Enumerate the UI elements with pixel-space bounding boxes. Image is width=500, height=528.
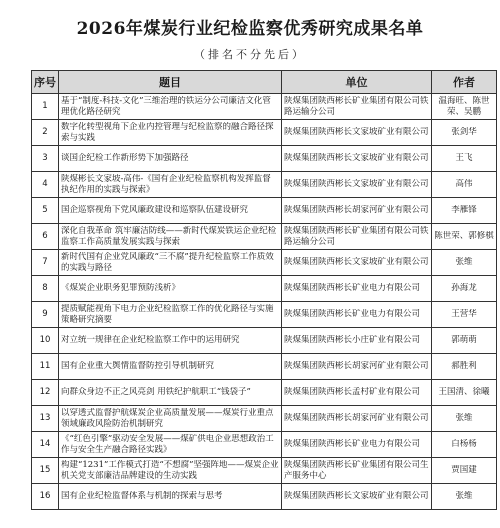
row-unit-text: 陕煤集团陕西彬长矿业集团有限公司生产服务中心 — [284, 459, 429, 481]
row-unit — [282, 172, 432, 198]
row-author — [432, 224, 497, 250]
row-number — [32, 198, 59, 224]
row-number — [32, 172, 59, 198]
row-author — [432, 276, 497, 302]
table-row — [32, 172, 497, 198]
row-number-text: 15 — [39, 465, 51, 475]
row-author-text: 张维 — [455, 491, 473, 501]
row-number — [32, 458, 59, 484]
row-title-text: 谈国企纪检工作新形势下加强路径 — [61, 153, 189, 163]
row-unit — [282, 484, 432, 510]
row-author-text: 郭萌萌 — [451, 335, 477, 345]
row-title-text: 数字化转型视角下企业内控管理与纪检监察的融合路径探索与实践 — [61, 121, 274, 143]
row-unit — [282, 94, 432, 120]
row-unit-text: 陕煤集团陕西彬长矿业电力有限公司 — [284, 309, 421, 319]
table-row — [32, 458, 497, 484]
row-unit-text: 陕煤集团陕西彬长文家坡矿业有限公司 — [284, 491, 429, 501]
row-number-text: 8 — [42, 283, 48, 293]
table-row — [32, 120, 497, 146]
row-unit — [282, 328, 432, 354]
row-author — [432, 328, 497, 354]
table-row — [32, 406, 497, 432]
row-title — [59, 94, 282, 120]
row-author-text: 郝胜利 — [451, 361, 477, 371]
row-number-text: 6 — [42, 231, 48, 241]
row-title-text: 基于“制度-科技-文化”三维治理的铁运分公司廉洁文化管理优化路径研究 — [61, 95, 271, 117]
row-author-text: 张维 — [455, 413, 473, 423]
row-unit — [282, 432, 432, 458]
row-unit-text: 陕煤集团陕西彬长矿业集团有限公司铁路运输分公司 — [284, 225, 429, 247]
table-row — [32, 250, 497, 276]
table-row — [32, 380, 497, 406]
row-unit-text: 陕煤集团陕西彬长文家坡矿业有限公司 — [284, 257, 429, 267]
row-author — [432, 198, 497, 224]
row-author — [432, 458, 497, 484]
row-unit — [282, 406, 432, 432]
row-title-text: 以穿透式监督护航煤炭企业高质量发展——煤炭行业重点领域廉政风险防治机制研究 — [61, 407, 274, 429]
row-title — [59, 354, 282, 380]
row-number — [32, 328, 59, 354]
row-title — [59, 302, 282, 328]
row-number-text: 2 — [42, 127, 48, 137]
row-number — [32, 224, 59, 250]
row-author — [432, 120, 497, 146]
row-title — [59, 432, 282, 458]
row-title — [59, 276, 282, 302]
header-author: 作者 — [432, 71, 497, 94]
table-row — [32, 432, 497, 458]
row-number-text: 1 — [42, 101, 48, 111]
row-number-text: 13 — [39, 413, 51, 423]
row-title-text: 陕煤彬长文家坡-高伟-《国有企业纪检监察机构发挥监督执纪作用的实践与探索》 — [61, 173, 271, 195]
row-title — [59, 250, 282, 276]
row-number — [32, 302, 59, 328]
row-author — [432, 406, 497, 432]
table-row — [32, 224, 497, 250]
row-unit-text: 陕煤集团陕西彬长胡家河矿业有限公司 — [284, 361, 429, 371]
row-unit — [282, 120, 432, 146]
row-author — [432, 354, 497, 380]
row-unit-text: 陕煤集团陕西彬长小庄矿业有限公司 — [284, 335, 421, 345]
row-number-text: 16 — [39, 491, 51, 501]
table-row — [32, 94, 497, 120]
row-author-text: 王飞 — [455, 153, 473, 163]
row-number — [32, 276, 59, 302]
row-author-text: 温海旺、陈世荣、吴鹏 — [438, 95, 490, 117]
row-title-text: 国企巡察视角下党风廉政建设和巡察队伍建设研究 — [61, 205, 249, 215]
row-unit — [282, 380, 432, 406]
row-unit-text: 陕煤集团陕西彬长孟村矿业有限公司 — [284, 387, 421, 397]
row-author-text: 白杨杨 — [451, 439, 477, 449]
document-title: 2026年煤炭行业纪检监察优秀研究成果名单 — [76, 19, 424, 39]
row-author — [432, 432, 497, 458]
row-title — [59, 328, 282, 354]
row-title — [59, 198, 282, 224]
row-author-text: 王国清、徐曦 — [438, 387, 490, 397]
row-author — [432, 172, 497, 198]
row-title — [59, 484, 282, 510]
row-author-text: 李雁锋 — [451, 205, 477, 215]
row-title — [59, 406, 282, 432]
row-number — [32, 406, 59, 432]
row-title-text: 对立统一规律在企业纪检监察工作中的运用研究 — [61, 335, 240, 345]
row-unit — [282, 250, 432, 276]
table-row — [32, 302, 497, 328]
row-number-text: 5 — [42, 205, 48, 215]
row-title-text: 国有企业纪检监督体系与机制的探索与思考 — [61, 491, 223, 501]
row-number-text: 10 — [39, 335, 51, 345]
table-row — [32, 354, 497, 380]
row-number-text: 9 — [42, 309, 48, 319]
row-author — [432, 250, 497, 276]
row-number — [32, 432, 59, 458]
row-unit-text: 陕煤集团陕西彬长文家坡矿业有限公司 — [284, 179, 429, 189]
row-unit-text: 陕煤集团陕西彬长胡家河矿业有限公司 — [284, 413, 429, 423]
row-unit-text: 陕煤集团陕西彬长矿业集团有限公司铁路运输分公司 — [284, 95, 429, 117]
row-unit-text: 陕煤集团陕西彬长矿业电力有限公司 — [284, 283, 421, 293]
row-author — [432, 94, 497, 120]
row-author-text: 张维 — [455, 257, 473, 267]
row-title — [59, 224, 282, 250]
row-unit — [282, 276, 432, 302]
row-number-text: 12 — [39, 387, 51, 397]
row-number — [32, 484, 59, 510]
row-number-text: 11 — [39, 361, 51, 371]
row-title — [59, 146, 282, 172]
row-number — [32, 354, 59, 380]
row-unit — [282, 458, 432, 484]
row-author-text: 陈世荣、郭修棋 — [434, 231, 494, 241]
row-title-text: 国有企业重大舆情监督防控引导机制研究 — [61, 361, 215, 371]
header-unit: 单位 — [282, 71, 432, 94]
row-number-text: 4 — [42, 179, 48, 189]
row-unit — [282, 198, 432, 224]
row-title-text: 深化自我革命 筑牢廉洁防线——新时代煤炭铁运企业纪检监察工作高质量发展实践与探索 — [61, 225, 277, 247]
row-author-text: 张剑华 — [451, 127, 477, 137]
row-author-text: 贾国建 — [451, 465, 477, 475]
row-title — [59, 120, 282, 146]
row-title-text: 向群众身边不正之风亮剑 用铁纪护航职工“钱袋子” — [61, 387, 251, 397]
row-number-text: 3 — [42, 153, 48, 163]
row-author — [432, 302, 497, 328]
header-number: 序号 — [32, 71, 59, 94]
row-unit-text: 陕煤集团陕西彬长矿业电力有限公司 — [284, 439, 421, 449]
row-unit-text: 陕煤集团陕西彬长文家坡矿业有限公司 — [284, 127, 429, 137]
header-title: 题目 — [59, 71, 282, 94]
row-number — [32, 94, 59, 120]
row-author-text: 孙海龙 — [451, 283, 477, 293]
row-unit — [282, 146, 432, 172]
table-row — [32, 198, 497, 224]
row-number — [32, 250, 59, 276]
results-table — [31, 70, 497, 510]
table-row — [32, 276, 497, 302]
row-unit-text: 陕煤集团陕西彬长文家坡矿业有限公司 — [284, 153, 429, 163]
row-unit-text: 陕煤集团陕西彬长胡家河矿业有限公司 — [284, 205, 429, 215]
row-number — [32, 120, 59, 146]
table-row — [32, 146, 497, 172]
row-title-text: 《煤炭企业职务犯罪预防浅析》 — [61, 283, 181, 293]
row-title-text: 构建“1231”工作模式打造“不想腐”坚强阵地——煤炭企业机关党支部廉洁品牌建设的生动实践 — [61, 459, 279, 481]
row-unit — [282, 224, 432, 250]
row-author — [432, 484, 497, 510]
row-author-text: 王营华 — [451, 309, 477, 319]
row-number-text: 14 — [39, 439, 51, 449]
document-subtitle: （排名不分先后） — [194, 48, 306, 61]
table-row — [32, 484, 497, 510]
row-unit — [282, 302, 432, 328]
row-author — [432, 380, 497, 406]
table-header-row — [32, 71, 497, 94]
row-author-text: 高伟 — [455, 179, 473, 189]
row-title-text: 提质赋能视角下电力企业纪检监察工作的优化路径与实施策略研究摘要 — [61, 303, 274, 325]
row-number-text: 7 — [42, 257, 48, 267]
row-title-text: 新时代国有企业党风廉政“三不腐”提升纪检监察工作质效的实践与路径 — [61, 251, 274, 273]
row-number — [32, 380, 59, 406]
table-row — [32, 328, 497, 354]
row-unit — [282, 354, 432, 380]
row-number — [32, 146, 59, 172]
row-author — [432, 146, 497, 172]
row-title-text: 《“红色引擎”驱动安全发展——煤矿供电企业思想政治工作与安全生产融合路径实践》 — [61, 433, 274, 455]
row-title — [59, 458, 282, 484]
row-title — [59, 172, 282, 198]
row-title — [59, 380, 282, 406]
